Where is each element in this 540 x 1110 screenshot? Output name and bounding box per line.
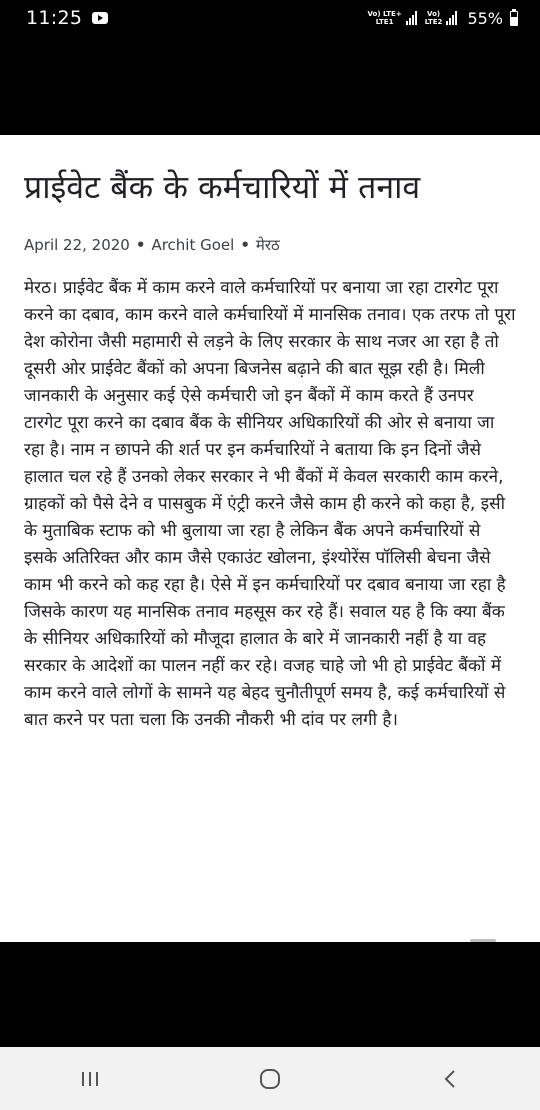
battery-percentage: 55% [467, 8, 503, 28]
home-button[interactable] [240, 1059, 300, 1099]
scroll-indicator [470, 939, 496, 942]
status-bar [0, 0, 540, 36]
back-icon [440, 1068, 460, 1090]
article-headline: प्राईवेट बैंक के कर्मचारियों में तनाव [24, 168, 421, 206]
recents-button[interactable] [60, 1059, 120, 1099]
sim2-network-tag: Vo) LTE2 [424, 10, 443, 26]
byline-separator: • [240, 236, 250, 254]
sim1-network-tag: Vo) LTE+ LTE1 [367, 10, 402, 26]
byline-separator: • [135, 236, 146, 254]
youtube-notification-icon [92, 12, 108, 24]
recents-icon [79, 1069, 101, 1089]
article-byline [24, 235, 516, 255]
back-button[interactable] [420, 1059, 480, 1099]
status-left [26, 7, 108, 29]
sim1-signal-icon [406, 11, 417, 25]
sim2-signal-icon [446, 11, 457, 25]
home-icon [258, 1067, 282, 1091]
article-date: April 22, 2020 [24, 236, 130, 254]
status-right [367, 9, 518, 28]
status-time: 11:25 [26, 7, 83, 29]
battery-icon [510, 11, 518, 26]
battery-fill [511, 17, 517, 24]
article-author[interactable]: Archit Goel [151, 236, 235, 254]
navigation-bar [0, 1047, 540, 1110]
article-location: मेरठ [255, 236, 280, 254]
article-card[interactable] [0, 135, 540, 942]
article-body: मेरठ। प्राईवेट बैंक में काम करने वाले कर्मचारियों पर बनाया जा रहा टारगेट पूरा करने का दबाव, काम करने वाले कर्मचारियों में मानसिक तनाव। एक तरफ तो पूरा देश कोरोना जैसी महामारी से लड़ने के लिए सरकार के साथ नजर आ रहा है तो दूसरी ओर प्राईवेट बैंकों को अपना बिजनेस बढ़ाने की बात सूझ रही है। मिली जानकारी के अनुसार कई ऐसे कर्मचारी जो इन बैंकों में काम करते हैं उनपर टारगेट पूरा करने का दबाव बैंक के सीनियर अधिकारियों की ओर से बनाया जा रहा है। नाम न छापने की शर्त पर इन कर्मचारियों ने बताया कि इन दिनों जैसे हालात चल रहे हैं उनको लेकर सरकार ने भी बैंकों में केवल सरकारी काम करने, ग्राहकों को पैसे देने व पासबुक में एंट्री करने जैसे काम ही करने को कहा है, इसी के मुताबिक स्टाफ को भी बुलाया जा रहा है लेकिन बैंक अपने कर्मचारियों से इसके अतिरिक्त और काम जैसे एकाउंट खोलना, इंश्योरेंस पॉलिसी बेचना जैसे काम भी करने को कह रहा है। ऐसे में इन कर्मचारियों पर दबाव बनाया जा रहा है जिसके कारण यह मानसिक तनाव महसूस कर रहे हैं। सवाल यह है कि क्या बैंक के सीनियर अधिकारियों को मौजूदा हालात के बारे में जानकारी नहीं है या वह सरकार के आदेशों का पालन नहीं कर रहे। वजह चाहे जो भी हो प्राईवेट बैंकों में काम करने वाले लोगों के सामने यह बेहद चुनौतीपूर्ण समय है, कई कर्मचारियों से बात करने पर पता चला कि उनकी नौकरी भी दांव पर लगी है। [24, 278, 516, 730]
